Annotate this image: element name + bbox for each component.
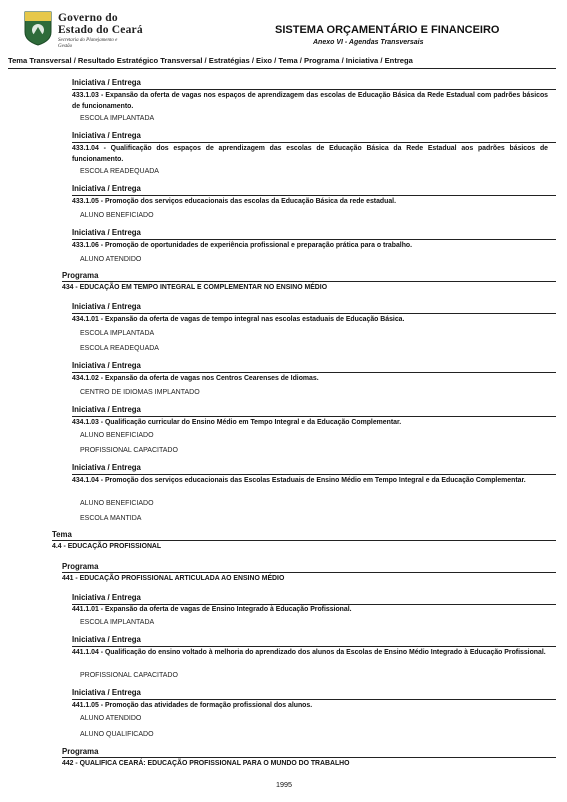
programa-label: Programa <box>62 747 99 756</box>
entrega-item: PROFISSIONAL CAPACITADO <box>80 447 178 454</box>
gov-name-line2: Estado do Ceará <box>58 24 143 36</box>
system-subtitle: Anexo VI - Agendas Transversais <box>313 39 424 46</box>
iniciativa-label: Iniciativa / Entrega <box>72 688 141 697</box>
divider <box>72 195 556 196</box>
tema-4-4: 4.4 - EDUCAÇÃO PROFISSIONAL <box>52 543 162 550</box>
divider <box>72 142 556 143</box>
iniciativa-433-1-04: 433.1.04 - Qualificação dos espaços de aprendizagem das escolas de Educação Básica da Rede Estadual aos padrões básicos de funcionamento. <box>72 145 548 163</box>
divider <box>52 540 556 541</box>
divider <box>62 757 556 758</box>
government-logo <box>22 8 172 48</box>
divider <box>62 281 556 282</box>
iniciativa-434-1-02: 434.1.02 - Expansão da oferta de vagas nos Centros Cearenses de Idiomas. <box>72 375 319 382</box>
entrega-item: ESCOLA MANTIDA <box>80 515 142 522</box>
iniciativa-label: Iniciativa / Entrega <box>72 463 141 472</box>
header-divider <box>8 68 556 69</box>
programa-442: 442 - QUALIFICA CEARÁ: EDUCAÇÃO PROFISSIONAL PARA O MUNDO DO TRABALHO <box>62 760 350 767</box>
divider <box>72 646 556 647</box>
divider <box>62 572 556 573</box>
divider <box>72 699 556 700</box>
entrega-item: ESCOLA IMPLANTADA <box>80 330 155 337</box>
iniciativa-label: Iniciativa / Entrega <box>72 78 141 87</box>
iniciativa-434-1-03: 434.1.03 - Qualificação curricular do Ensino Médio em Tempo Integral e da Educação Complementar. <box>72 419 402 426</box>
iniciativa-label: Iniciativa / Entrega <box>72 302 141 311</box>
divider <box>72 604 556 605</box>
iniciativa-433-1-06: 433.1.06 - Promoção de oportunidades de experiência profissional e preparação prática para o trabalho. <box>72 242 413 249</box>
entrega-item: ALUNO ATENDIDO <box>80 256 142 263</box>
entrega-item: PROFISSIONAL CAPACITADO <box>80 672 178 679</box>
programa-434: 434 - EDUCAÇÃO EM TEMPO INTEGRAL E COMPLEMENTAR NO ENSINO MÉDIO <box>62 284 328 291</box>
divider <box>72 313 556 314</box>
state-seal-icon <box>22 10 54 46</box>
divider <box>72 474 556 475</box>
tema-label: Tema <box>52 530 72 539</box>
page-number: 1995 <box>276 780 292 789</box>
gov-secretariat: Secretaria do Planejamento e Gestão <box>58 38 118 49</box>
entrega-item: ESCOLA IMPLANTADA <box>80 115 155 122</box>
iniciativa-433-1-05: 433.1.05 - Promoção dos serviços educacionais das escolas da Educação Básica da rede estadual. <box>72 198 397 205</box>
entrega-item: ALUNO BENEFICIADO <box>80 432 154 439</box>
divider <box>72 372 556 373</box>
entrega-item: ALUNO BENEFICIADO <box>80 212 154 219</box>
iniciativa-433-1-03: 433.1.03 - Expansão da oferta de vagas nos espaços de aprendizagem das escolas de Educação Básica da Rede Estadual com padrões básicos de funcionamento. <box>72 92 548 110</box>
entrega-item: ALUNO ATENDIDO <box>80 715 142 722</box>
iniciativa-label: Iniciativa / Entrega <box>72 184 141 193</box>
gov-name-line1: Governo do <box>58 12 118 24</box>
entrega-item: ESCOLA READEQUADA <box>80 168 159 175</box>
iniciativa-441-1-01: 441.1.01 - Expansão da oferta de vagas de Ensino Integrado à Educação Profissional. <box>72 606 352 613</box>
iniciativa-label: Iniciativa / Entrega <box>72 405 141 414</box>
entrega-item: ALUNO QUALIFICADO <box>80 731 154 738</box>
iniciativa-434-1-04: 434.1.04 - Promoção dos serviços educacionais das Escolas Estaduais de Ensino Médio em Tempo Integral e da Educação Complementar. <box>72 477 526 484</box>
iniciativa-434-1-01: 434.1.01 - Expansão da oferta de vagas de tempo integral nas escolas estaduais de Educação Básica. <box>72 316 405 323</box>
iniciativa-label: Iniciativa / Entrega <box>72 361 141 370</box>
iniciativa-441-1-05: 441.1.05 - Promoção das atividades de formação profissional dos alunos. <box>72 702 313 709</box>
entrega-item: CENTRO DE IDIOMAS IMPLANTADO <box>80 389 200 396</box>
programa-label: Programa <box>62 562 99 571</box>
iniciativa-label: Iniciativa / Entrega <box>72 593 141 602</box>
system-title: SISTEMA ORÇAMENTÁRIO E FINANCEIRO <box>275 24 500 36</box>
entrega-item: ESCOLA IMPLANTADA <box>80 619 155 626</box>
iniciativa-label: Iniciativa / Entrega <box>72 131 141 140</box>
divider <box>72 89 556 90</box>
programa-441: 441 - EDUCAÇÃO PROFISSIONAL ARTICULADA AO ENSINO MÉDIO <box>62 575 285 582</box>
iniciativa-label: Iniciativa / Entrega <box>72 228 141 237</box>
divider <box>72 239 556 240</box>
programa-label: Programa <box>62 271 99 280</box>
page-header <box>22 8 552 48</box>
hierarchy-path: Tema Transversal / Resultado Estratégico Transversal / Estratégias / Eixo / Tema / Programa / Iniciativa / Entrega <box>8 56 413 65</box>
entrega-item: ALUNO BENEFICIADO <box>80 500 154 507</box>
iniciativa-441-1-04: 441.1.04 - Qualificação do ensino voltado à melhoria do aprendizado dos alunos da Escolas de Ensino Médio Integrado à Educação Profissional. <box>72 649 546 656</box>
iniciativa-label: Iniciativa / Entrega <box>72 635 141 644</box>
divider <box>72 416 556 417</box>
entrega-item: ESCOLA READEQUADA <box>80 345 159 352</box>
